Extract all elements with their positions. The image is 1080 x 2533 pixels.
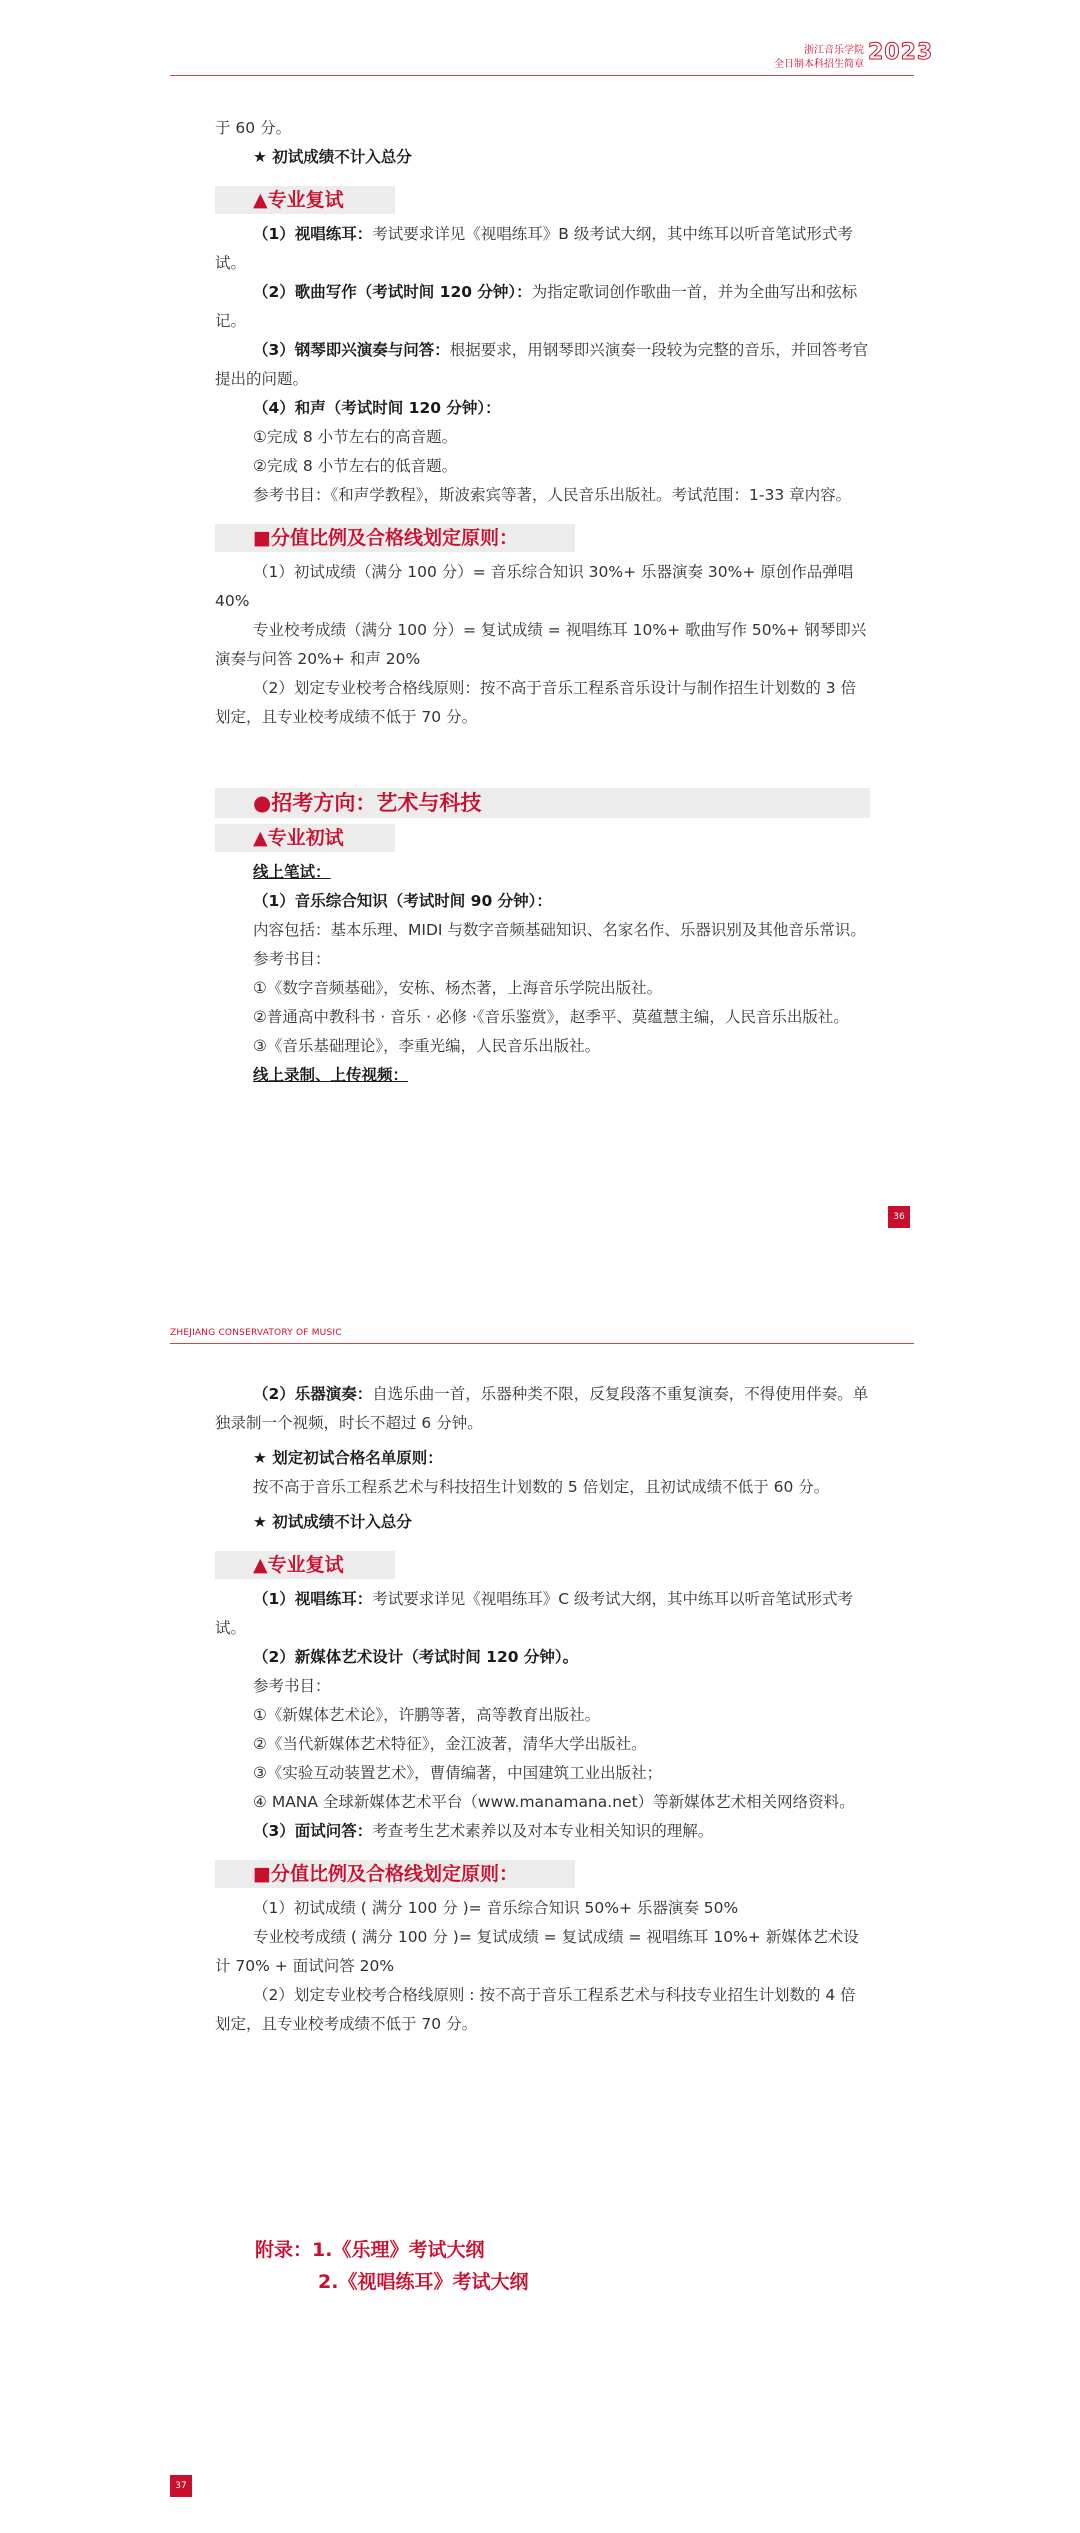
initial-ref-2: ②普通高中教科书 · 音乐 · 必修 ·《音乐鉴赏》，赵季平、莫蕴慧主编，人民音乐出版社。 bbox=[253, 1008, 849, 1026]
header-divider bbox=[170, 75, 914, 76]
section-retest-title: ▲专业复试 bbox=[215, 186, 395, 214]
score-line-3: （2）划定专业校考合格线原则：按不高于音乐工程系音乐设计与制作招生计划数的 3 倍划定，且专业校考成绩不低于 70 分。 bbox=[215, 679, 857, 726]
retest-item-3: （3）面试问答：考查考生艺术素养以及对本专业相关知识的理解。 bbox=[253, 1822, 714, 1840]
retest-item-4: （4）和声（考试时间 120 分钟）： bbox=[253, 399, 501, 417]
header-school-block bbox=[774, 44, 864, 72]
retest-ref-1: ①《新媒体艺术论》，许鹏等著，高等教育出版社。 bbox=[253, 1706, 601, 1724]
section-score-title: ■分值比例及合格线划定原则： bbox=[215, 524, 575, 552]
initial-item-2: （2）乐器演奏：自选乐曲一首，乐器种类不限，反复段落不重复演奏，不得使用伴奏。单独录制一个视频，时长不超过 6 分钟。 bbox=[215, 1385, 869, 1432]
appendix-line-1 bbox=[255, 2234, 528, 2266]
section-initial-title: ▲专业初试 bbox=[215, 824, 395, 852]
page2-content bbox=[215, 1380, 870, 2039]
appendix-item-1: 1.《乐理》考试大纲 bbox=[312, 2239, 485, 2261]
retest-item-2: （2）新媒体艺术设计（考试时间 120 分钟）。 bbox=[253, 1648, 579, 1666]
online-written-label: 线上笔试： bbox=[253, 863, 331, 881]
retest-item-2: （2）歌曲写作（考试时间 120 分钟）：为指定歌词创作歌曲一首，并为全曲写出和弦标记。 bbox=[215, 283, 858, 330]
header-divider bbox=[170, 1343, 914, 1344]
score-line-3: （2）划定专业校考合格线原则 : 按不高于音乐工程系艺术与科技专业招生计划数的 4 倍划定，且专业校考成绩不低于 70 分。 bbox=[215, 1986, 856, 2033]
retest-item-1: （1）视唱练耳：考试要求详见《视唱练耳》C 级考试大纲，其中练耳以听音笔试形式考试。 bbox=[215, 1590, 854, 1637]
header-year: 2023 bbox=[868, 40, 934, 65]
page1-content bbox=[215, 114, 870, 1090]
initial-item-1: （1）音乐综合知识（考试时间 90 分钟）： bbox=[253, 892, 552, 910]
retest-ref-4: ④ MANA 全球新媒体艺术平台（www.manamana.net）等新媒体艺术相关网络资料。 bbox=[253, 1793, 855, 1811]
page-36 bbox=[0, 0, 1080, 1266]
retest-item-4-sub2: ②完成 8 小节左右的低音题。 bbox=[253, 457, 458, 475]
header-school-name: 浙江音乐学院 bbox=[804, 45, 864, 56]
score-line-1: （1）初试成绩（满分 100 分）= 音乐综合知识 30%+ 乐器演奏 30%+ 原创作品弹唱 40% bbox=[215, 563, 854, 610]
page-37 bbox=[0, 1267, 1080, 2533]
retest-item-1: （1）视唱练耳：考试要求详见《视唱练耳》B 级考试大纲，其中练耳以听音笔试形式考试。 bbox=[215, 225, 853, 272]
note-initial-not-counted: ★ 初试成绩不计入总分 bbox=[253, 148, 412, 166]
section-score-title: ■分值比例及合格线划定原则： bbox=[215, 1860, 575, 1888]
retest-ref-label: 参考书目： bbox=[253, 1677, 331, 1695]
score-line-1: （1）初试成绩 ( 满分 100 分 )= 音乐综合知识 50%+ 乐器演奏 50% bbox=[253, 1899, 739, 1917]
online-video-label: 线上录制、上传视频： bbox=[253, 1066, 409, 1084]
header-subtitle: 全日制本科招生简章 bbox=[774, 59, 864, 70]
page-number: 36 bbox=[888, 1206, 910, 1228]
section-retest-title: ▲专业复试 bbox=[215, 1551, 395, 1579]
initial-item-1-content: 内容包括：基本乐理、MIDI 与数字音频基础知识、名家名作、乐器识别及其他音乐常识。 bbox=[253, 921, 866, 939]
appendix-item-2: 2.《视唱练耳》考试大纲 bbox=[318, 2271, 529, 2293]
initial-ref-1: ①《数字音频基础》，安栋、杨杰著，上海音乐学院出版社。 bbox=[253, 979, 663, 997]
retest-ref-2: ②《当代新媒体艺术特征》，金江波著，清华大学出版社。 bbox=[253, 1735, 647, 1753]
rule-title: ★ 划定初试合格名单原则： bbox=[253, 1449, 443, 1467]
score-line-2: 专业校考成绩（满分 100 分）= 复试成绩 = 视唱练耳 10%+ 歌曲写作 50%+ 钢琴即兴演奏与问答 20%+ 和声 20% bbox=[215, 621, 867, 668]
note-initial-not-counted: ★ 初试成绩不计入总分 bbox=[253, 1513, 412, 1531]
header-english: ZHEJIANG CONSERVATORY OF MUSIC bbox=[170, 1328, 342, 1338]
rule-text: 按不高于音乐工程系艺术与科技招生计划数的 5 倍划定，且初试成绩不低于 60 分。 bbox=[253, 1478, 830, 1496]
appendix-block bbox=[255, 2234, 528, 2298]
continuation-line: 于 60 分。 bbox=[215, 119, 292, 137]
initial-ref-3: ③《音乐基础理论》，李重光编，人民音乐出版社。 bbox=[253, 1037, 601, 1055]
retest-ref-3: ③《实验互动装置艺术》，曹倩编著，中国建筑工业出版社； bbox=[253, 1764, 663, 1782]
retest-item-3: （3）钢琴即兴演奏与问答：根据要求，用钢琴即兴演奏一段较为完整的音乐，并回答考官提出的问题。 bbox=[215, 341, 869, 388]
retest-reference: 参考书目：《和声学教程》，斯波索宾等著，人民音乐出版社。考试范围：1-33 章内容。 bbox=[253, 486, 852, 504]
appendix-label: 附录： bbox=[255, 2239, 313, 2261]
retest-item-4-sub1: ①完成 8 小节左右的高音题。 bbox=[253, 428, 458, 446]
page-number: 37 bbox=[170, 2475, 192, 2497]
score-line-2: 专业校考成绩 ( 满分 100 分 )= 复试成绩 = 复试成绩 = 视唱练耳 10%+ 新媒体艺术设计 70% + 面试问答 20% bbox=[215, 1928, 859, 1975]
section-direction-title: ●招考方向：艺术与科技 bbox=[215, 788, 870, 818]
initial-ref-label: 参考书目： bbox=[253, 950, 331, 968]
